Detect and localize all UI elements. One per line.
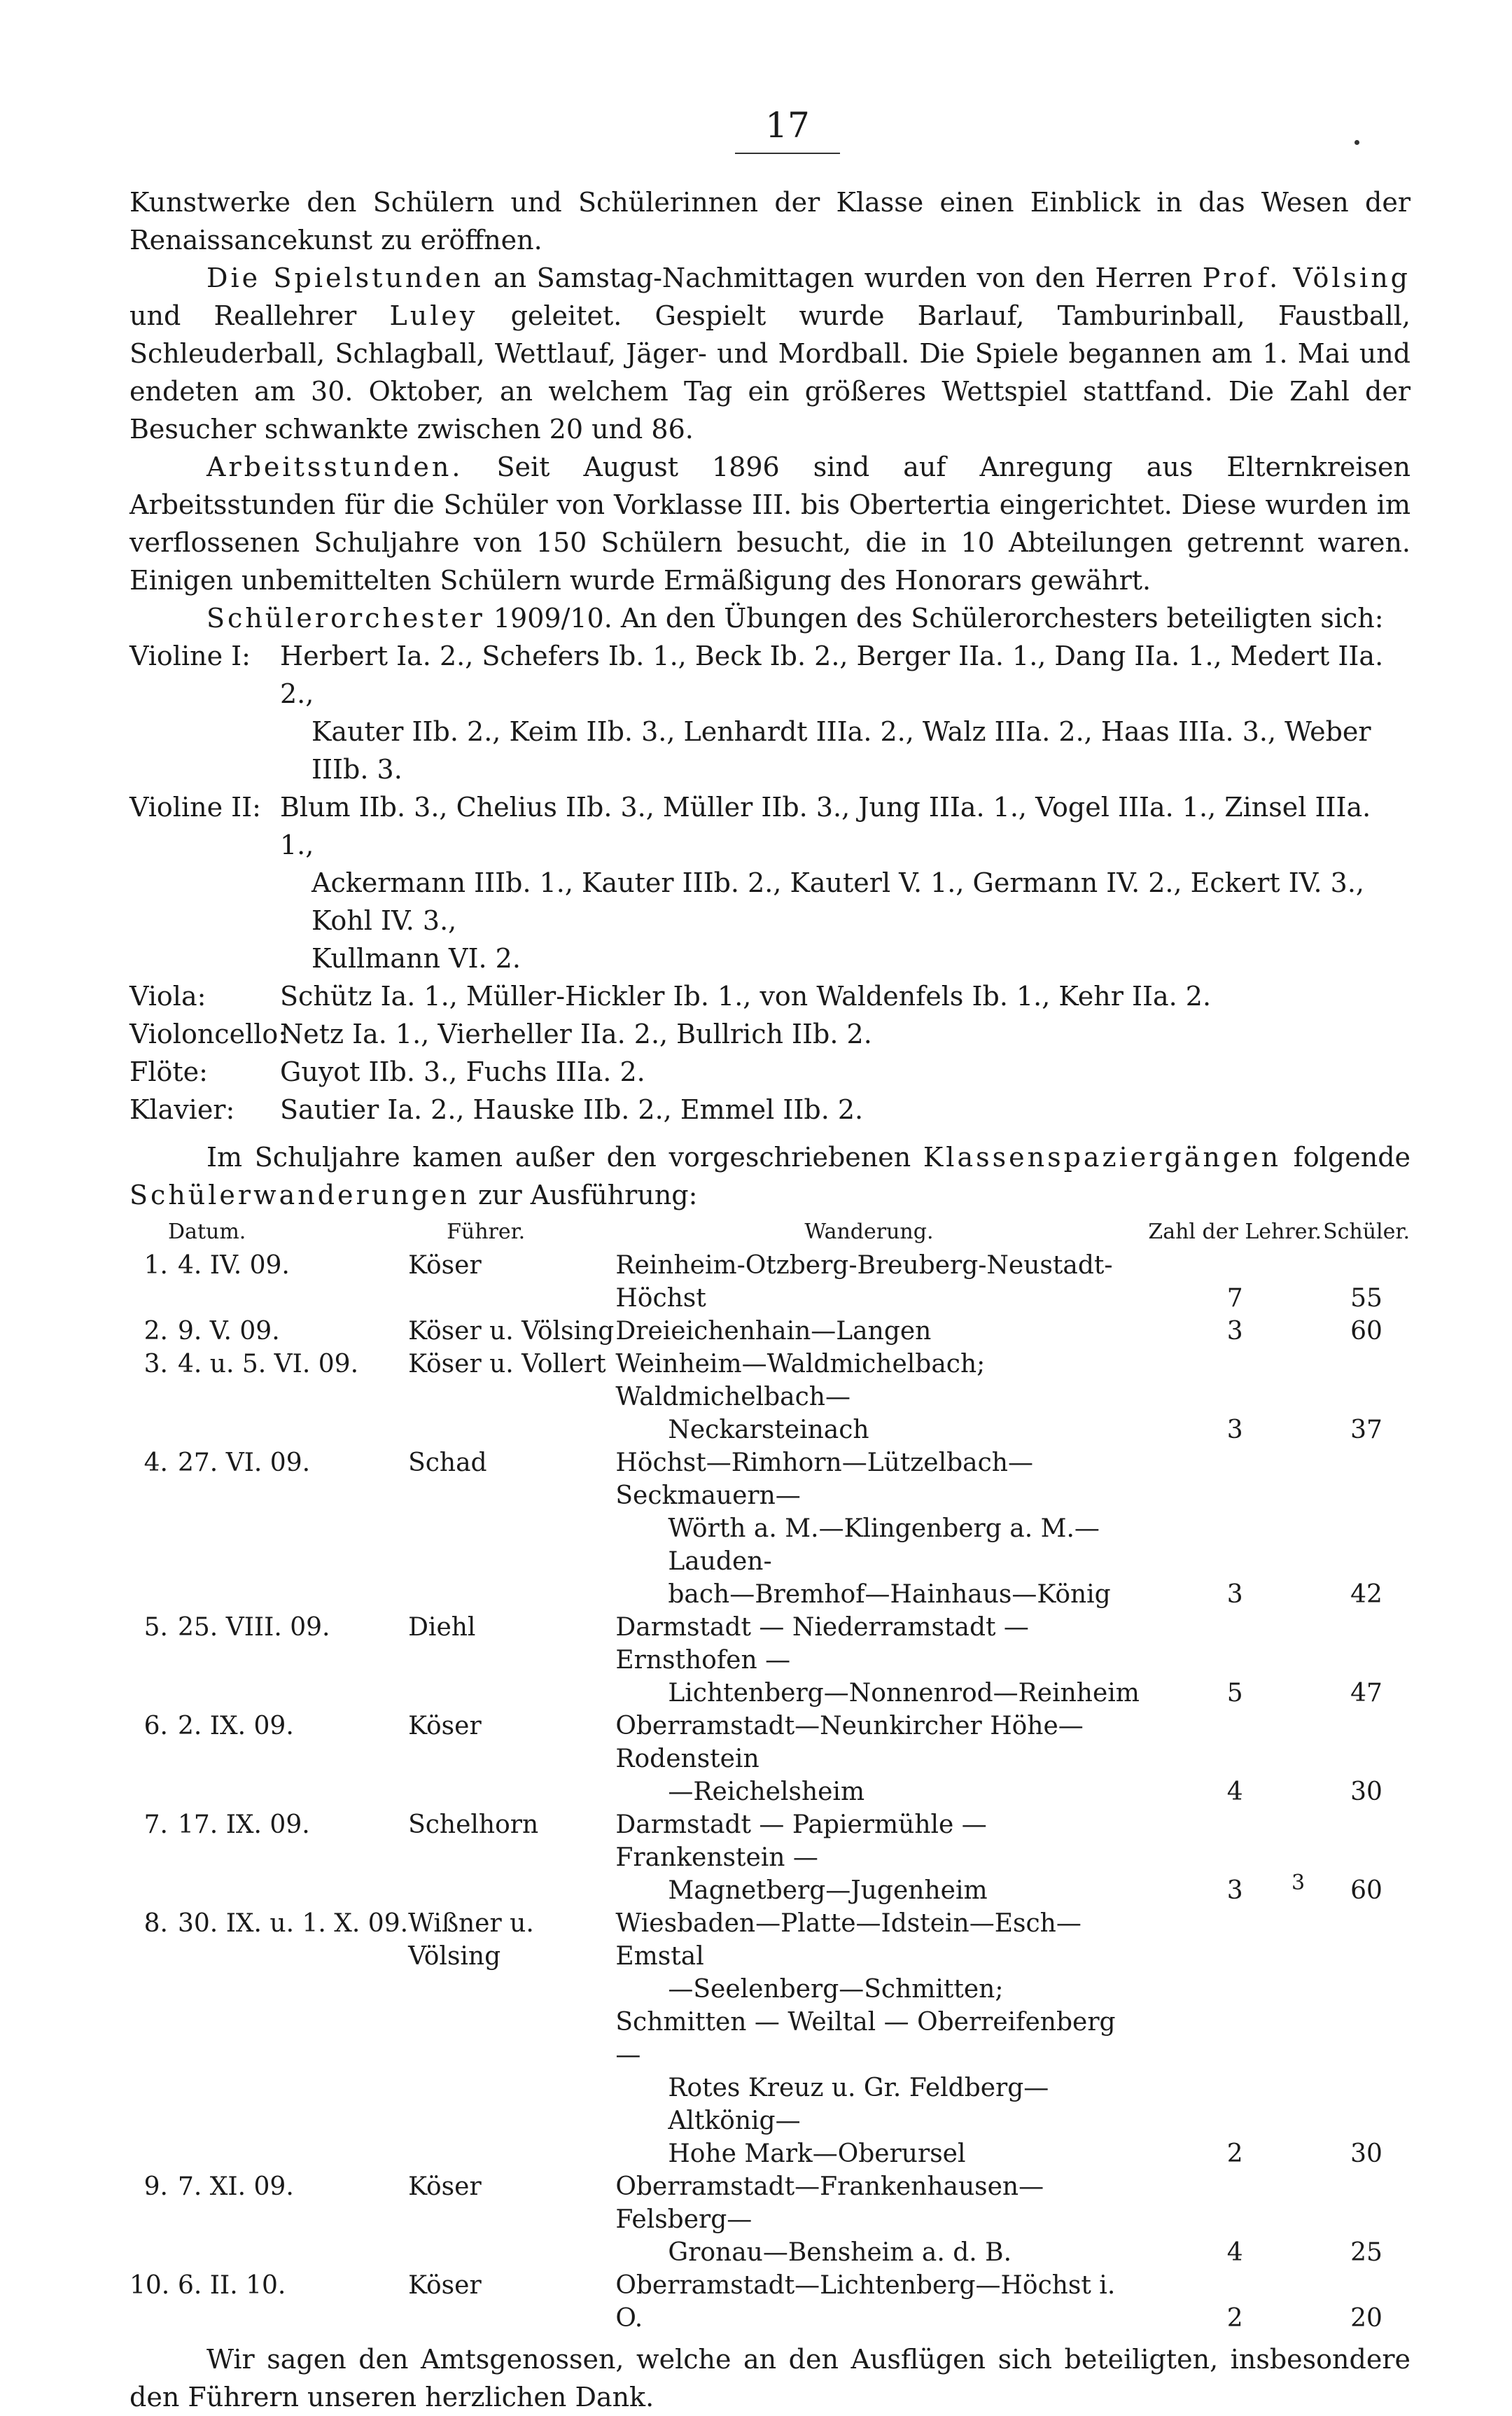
cell-date-text: 9. V. 09.	[178, 1317, 280, 1346]
members-line: Herbert Ia. 2., Schefers Ib. 1., Beck Ib. 2., Berger IIa. 1., Dang IIa. 1., Medert IIa. 2.,	[280, 641, 1384, 709]
cell-date-text: 7. XI. 09.	[178, 2172, 294, 2201]
instrument-label: Viola:	[130, 981, 206, 1012]
cell-leader: Köser	[408, 2172, 482, 2201]
paragraph-arbeitsstunden	[130, 448, 1410, 599]
route-line: Neckarsteinach	[668, 1416, 869, 1444]
members-line: Blum IIb. 3., Chelius IIb. 3., Müller IIb. 3., Jung IIIa. 1., Vogel IIIa. 1., Zinsel IIIa. 1.,	[280, 792, 1371, 860]
route-line: —Reichelsheim	[668, 1778, 865, 1806]
orchestra-row	[130, 1053, 1410, 1091]
signature-mark: 3	[1292, 1871, 1306, 1895]
orchestra-row	[130, 1015, 1410, 1053]
cell-leader: Köser	[408, 2271, 482, 2300]
text-span: Seit August 1896 sind auf Anregung aus Elternkreisen Arbeitsstunden für die Schüler von Vorklasse III. bis Obertertia eingerichtet. Diese wurden im verflossenen Schuljahre von 150 Schülern besucht, die in 10 Abteilungen getrennt waren. Einigen unbemittelten Schülern wurde Ermäßigung des Honorars gewährt.	[130, 452, 1410, 596]
orchestra-members: Guyot IIb. 3., Fuchs IIIa. 2.	[280, 1056, 645, 1087]
cell-date	[130, 1446, 408, 1611]
cell-leader: Köser	[408, 1251, 482, 1280]
cell-pupils: 55	[1350, 1284, 1382, 1313]
text-span: und Reallehrer	[130, 300, 390, 331]
cell-leader: Köser	[408, 1712, 482, 1740]
header-leader: Führer.	[447, 1220, 526, 1244]
cell-route	[615, 1710, 1147, 1808]
route-line: bach—Bremhof—Hainhaus—König	[668, 1580, 1111, 1609]
cell-date	[130, 1348, 408, 1446]
cell-number: 4.	[144, 1448, 168, 1477]
cell-number: 7.	[144, 1810, 168, 1839]
cell-teachers: 4	[1226, 1778, 1243, 1806]
cell-route	[615, 1348, 1147, 1446]
cell-number: 1.	[144, 1251, 168, 1280]
orchestra-row	[130, 977, 1410, 1015]
route-line: Reinheim-Otzberg-Breuberg-Neustadt-Höchst	[615, 1251, 1113, 1313]
cell-leader: Diehl	[408, 1613, 476, 1642]
paragraph-wanderungen	[130, 1138, 1410, 1214]
cell-number: 8.	[144, 1909, 168, 1938]
route-line: Hohe Mark—Oberursel	[668, 2139, 966, 2168]
cell-pupils: 42	[1350, 1580, 1382, 1609]
table-header-row	[130, 1215, 1410, 1249]
header-teachers: Zahl der Lehrer.	[1148, 1220, 1322, 1244]
members-line: Ackermann IIIb. 1., Kauter IIIb. 2., Kauterl V. 1., Germann IV. 2., Eckert IV. 3., Kohl IV. 3.,	[312, 867, 1365, 936]
members-line: Kauter IIb. 2., Keim IIb. 3., Lenhardt IIIa. 2., Walz IIIa. 2., Haas IIIa. 3., Weber IIIb. 3.	[312, 716, 1371, 785]
instrument-label: Violoncello:	[130, 1019, 288, 1049]
route-line: Darmstadt — Papiermühle — Frankenstein —	[615, 1810, 987, 1872]
cell-leader: Schelhorn	[408, 1810, 539, 1839]
cell-route	[615, 1315, 1147, 1348]
text-span: Schülerwanderungen	[130, 1180, 470, 1210]
cell-date-text: 17. IX. 09.	[178, 1810, 310, 1839]
route-line: Wörth a. M.—Klingenberg a. M.—Lauden-	[668, 1514, 1100, 1576]
cell-date-text: 6. II. 10.	[178, 2271, 286, 2300]
cell-route	[615, 1808, 1147, 1907]
cell-route	[615, 2269, 1147, 2335]
cell-teachers: 4	[1226, 2238, 1243, 2267]
route-line: Gronau—Bensheim a. d. B.	[668, 2238, 1012, 2267]
text-span: Im Schuljahre kamen außer den vorgeschriebenen	[206, 1142, 923, 1173]
cell-date-text: 30. IX. u. 1. X. 09.	[178, 1909, 409, 1938]
cell-date-text: 25. VIII. 09.	[178, 1613, 330, 1642]
table-row	[130, 1249, 1410, 1315]
text-span: folgende	[1281, 1142, 1411, 1173]
cell-route	[615, 1446, 1147, 1611]
instrument-label: Flöte:	[130, 1056, 208, 1087]
cell-teachers: 3	[1226, 1876, 1243, 1905]
table-row	[130, 1315, 1410, 1348]
text-span: an Samstag-Nachmittagen wurden von den Herren	[483, 263, 1203, 293]
cell-teachers: 3	[1226, 1416, 1243, 1444]
cell-date	[130, 2269, 408, 2335]
cell-route	[615, 2170, 1147, 2269]
cell-teachers: 2	[1226, 2304, 1243, 2333]
route-line: Schmitten — Weiltal — Oberreifenberg —	[615, 2008, 1116, 2069]
orchestra-row	[130, 788, 1410, 977]
route-line: Lichtenberg—Nonnenrod—Reinheim	[668, 1679, 1140, 1708]
cell-date-text: 4. u. 5. VI. 09.	[178, 1350, 359, 1378]
table-row	[130, 1446, 1410, 1611]
route-line: Darmstadt — Niederramstadt — Ernsthofen —	[615, 1613, 1029, 1675]
text-span: 1909/10. An den Übungen des Schülerorchesters beteiligten sich:	[484, 603, 1384, 634]
orchestra-members	[280, 788, 1410, 977]
paragraph-spielstunden	[130, 259, 1410, 448]
table-row	[130, 2269, 1410, 2335]
table-row	[130, 1611, 1410, 1710]
cell-number: 6.	[144, 1712, 168, 1740]
table-row	[130, 1907, 1410, 2170]
ink-speck	[1354, 140, 1359, 145]
route-line: Magnetberg—Jugenheim	[668, 1876, 988, 1905]
route-line: Oberramstadt—Lichtenberg—Höchst i. O.	[615, 2271, 1116, 2333]
header-route: Wanderung.	[804, 1220, 934, 1244]
header-pupils: Schüler.	[1323, 1220, 1410, 1244]
cell-route	[615, 1249, 1147, 1315]
cell-date	[130, 2170, 408, 2269]
cell-date-text: 2. IX. 09.	[178, 1712, 294, 1740]
orchestra-members: Schütz Ia. 1., Müller-Hickler Ib. 1., von Waldenfels Ib. 1., Kehr IIa. 2.	[280, 981, 1212, 1012]
cell-leader: Schad	[408, 1448, 487, 1477]
table-row	[130, 1348, 1410, 1446]
cell-date	[130, 1808, 408, 1907]
cell-teachers: 3	[1226, 1317, 1243, 1346]
cell-leader: Köser u. Vollert	[408, 1350, 606, 1378]
name-luley: Luley	[389, 300, 478, 331]
cell-leader: Wißner u. Völsing	[408, 1909, 534, 1971]
route-line: Oberramstadt—Frankenhausen—Felsberg—	[615, 2172, 1044, 2234]
cell-date	[130, 1710, 408, 1808]
text-span: Klassenspaziergängen	[923, 1142, 1282, 1173]
cell-pupils: 30	[1350, 1778, 1382, 1806]
route-line: Höchst—Rimhorn—Lützelbach—Seckmauern—	[615, 1448, 1033, 1510]
cell-teachers: 3	[1226, 1580, 1243, 1609]
name-voelsing: Prof. Völsing	[1202, 263, 1410, 293]
table-row	[130, 1808, 1410, 1907]
route-line: —Seelenberg—Schmitten;	[668, 1975, 1004, 2004]
cell-number: 5.	[144, 1613, 168, 1642]
orchestra-row	[130, 637, 1410, 788]
text-span: zur Ausführung:	[469, 1180, 698, 1210]
page-number-rule	[735, 153, 840, 154]
cell-pupils: 20	[1350, 2304, 1382, 2333]
cell-teachers: 5	[1226, 1679, 1243, 1708]
paragraph-dank: Wir sagen den Amtsgenossen, welche an den Ausflügen sich beteiligten, insbesondere den Führern unseren herzlichen Dank.	[130, 2344, 1410, 2412]
instrument-label: Klavier:	[130, 1094, 235, 1125]
header-date: Datum.	[168, 1220, 246, 1244]
cell-teachers: 2	[1226, 2139, 1243, 2168]
route-line: Dreieichenhain—Langen	[615, 1317, 932, 1346]
orchestra-members	[280, 637, 1410, 788]
orchestra-row	[130, 1091, 1410, 1129]
cell-pupils: 30	[1350, 2139, 1382, 2168]
cell-date-text: 4. IV. 09.	[178, 1251, 290, 1280]
table-row	[130, 2170, 1410, 2269]
route-line: Wiesbaden—Platte—Idstein—Esch—Emstal	[615, 1909, 1082, 1971]
cell-teachers: 7	[1226, 1284, 1243, 1313]
cell-date	[130, 1315, 408, 1348]
route-line: Oberramstadt—Neunkircher Höhe—Rodenstein	[615, 1712, 1084, 1773]
text-span: geleitet. Gespielt wurde Barlauf, Tamburinball, Faustball, Schleuderball, Schlagball, Wettlauf, Jäger- und Mordball. Die Spiele begannen am 1. Mai und endeten am 30. Oktober, an welchem Tag ein größeres Wettspiel stattfand. Die Zahl der Besucher schwankte zwischen 20 und 86.	[130, 300, 1410, 445]
cell-number: 10.	[130, 2271, 170, 2300]
page-content	[130, 183, 1410, 2416]
heading-schuelerorchester: Schülerorchester	[206, 603, 485, 634]
route-line: Rotes Kreuz u. Gr. Feldberg—Altkönig—	[668, 2074, 1049, 2135]
cell-number: 2.	[144, 1317, 168, 1346]
table-body	[130, 1249, 1410, 2335]
cell-date-text: 27. VI. 09.	[178, 1448, 311, 1477]
page-number: 17	[765, 105, 810, 146]
cell-route	[615, 1611, 1147, 1710]
cell-date	[130, 1249, 408, 1315]
cell-pupils: 47	[1350, 1679, 1382, 1708]
members-line: Kullmann VI. 2.	[312, 943, 521, 974]
hikes-table	[130, 1215, 1410, 2335]
orchestra-members: Sautier Ia. 2., Hauske IIb. 2., Emmel IIb. 2.	[280, 1094, 864, 1125]
instrument-label: Violine I:	[130, 641, 251, 671]
cell-leader: Köser u. Völsing	[408, 1317, 615, 1346]
cell-pupils: 25	[1350, 2238, 1382, 2267]
heading-spielstunden: Die Spielstunden	[206, 263, 484, 293]
table-row	[130, 1710, 1410, 1808]
heading-arbeitsstunden: Arbeitsstunden.	[206, 452, 463, 482]
route-line: Weinheim—Waldmichelbach; Waldmichelbach—	[615, 1350, 986, 1411]
cell-route	[615, 1907, 1147, 2170]
paragraph-renaissance: Kunstwerke den Schülern und Schülerinnen der Klasse einen Einblick in das Wesen der Renaissancekunst zu eröffnen.	[130, 187, 1410, 256]
orchestra-members: Netz Ia. 1., Vierheller IIa. 2., Bullrich IIb. 2.	[280, 1019, 872, 1049]
instrument-label: Violine II:	[130, 792, 261, 823]
paragraph-schuelerorchester	[130, 599, 1410, 637]
cell-pupils: 60	[1350, 1317, 1382, 1346]
cell-date	[130, 1907, 408, 2170]
cell-number: 3.	[144, 1350, 168, 1378]
orchestra-list	[130, 637, 1410, 1129]
cell-pupils: 37	[1350, 1416, 1382, 1444]
cell-pupils: 60	[1350, 1876, 1382, 1905]
cell-number: 9.	[144, 2172, 168, 2201]
cell-date	[130, 1611, 408, 1710]
